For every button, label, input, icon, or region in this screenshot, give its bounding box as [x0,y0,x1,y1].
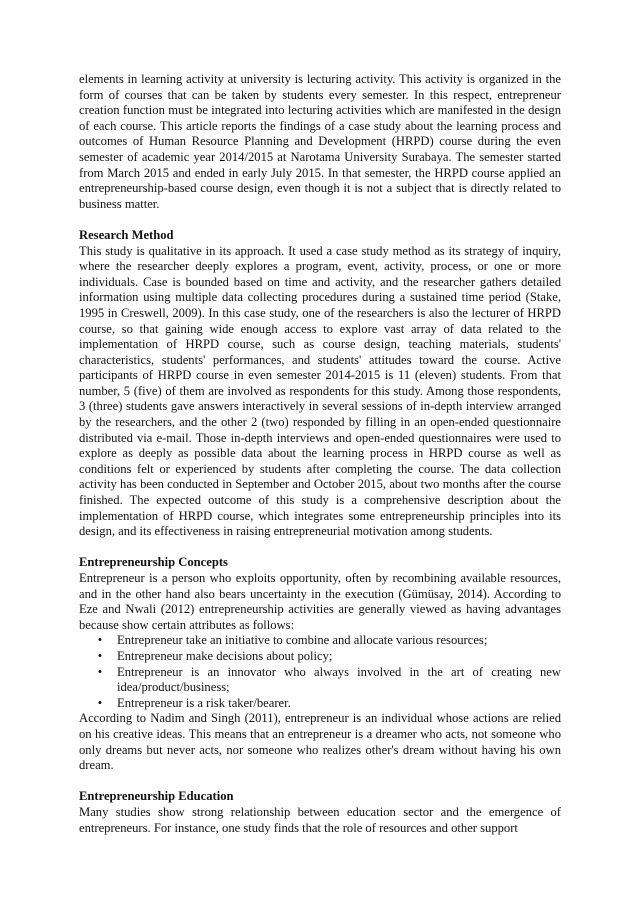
list-item-text: Entrepreneur is a risk taker/bearer. [117,695,291,710]
research-method-heading: Research Method [79,227,174,242]
list-item-text: Entrepreneur make decisions about policy; [117,648,333,663]
bullet-icon: • [97,633,103,648]
bullet-icon: • [97,648,103,663]
bullet-icon: • [97,695,103,710]
entrepreneurship-education-paragraph: Many studies show strong relationship between education sector and the emergence of entrepreneurs. For instance, one study finds that the role of resources and other support [79,804,561,835]
section-gap [79,540,561,556]
entrepreneurship-concepts-paragraph: Entrepreneur is a person who exploits opportunity, often by recombining available resources, and in the other hand also bears uncertainty in the execution (Gümüsay, 2014). According to Eze and Nwali (2012) entrepreneurship activities are generally viewed as having advantages because show certain attributes as follows: [79,571,561,632]
list-item [97,664,561,696]
intro-paragraph: elements in learning activity at university is lecturing activity. This activity is organized in the form of courses that can be taken by students every semester. In this respect, entrepreneur creation function must be integrated into lecturing activities which are manifested in the design of each course. This article reports the findings of a case study about the learning process and outcomes of Human Resource Planning and Development (HRPD) course during the even semester of academic year 2014/2015 at Narotama University Surabaya. The semester started from March 2015 and ended in early July 2015. In that semester, the HRPD course applied an entrepreneurship-based course design, even though it is not a subject that is directly related to business matter. [79,72,561,211]
attributes-list [79,633,561,711]
document-page [79,72,561,836]
entrepreneurship-education-heading: Entrepreneurship Education [79,789,234,804]
list-item-text: Entrepreneur is an innovator who always involved in the art of creating new idea/product/business; [117,664,561,695]
section-gap [79,774,561,790]
bullet-icon: • [97,664,103,679]
list-item [97,648,561,665]
section-gap [79,212,561,228]
list-item-text: Entrepreneur take an initiative to combine and allocate various resources; [117,633,488,648]
list-item [97,695,561,712]
research-method-paragraph: This study is qualitative in its approach. It used a case study method as its strategy of inquiry, where the researcher deeply explores a program, event, activity, process, or one or more individuals. Case is bounded based on time and activity, and the researcher gathers detailed information using multiple data collecting procedures during a sustained time period (Stake, 1995 in Creswell, 2009). In this case study, one of the researchers is also the lecturer of HRPD course, so that gaining wide enough access to explore vast array of data related to the implementation of HRPD course, such as course design, teaching materials, students' characteristics, students' performances, and students' attitudes toward the course. Active participants of HRPD course in even semester 2014-2015 is 11 (eleven) students. From that number, 5 (five) of them are involved as respondents for this study. Among those respondents, 3 (three) students gave answers interactively in several sessions of in-depth interview arranged by the researchers, and the other 2 (two) responded by filling in an open-ended questionnaire distributed via e-mail. Those in-depth interviews and open-ended questionnaires were used to explore as deeply as possible data about the learning process in HRPD course as well as conditions felt or experienced by students after completing the course. The data collection activity has been conducted in September and October 2015, about two months after the course finished. The expected outcome of this study is a comprehensive description about the implementation of HRPD course, which integrates some entrepreneurship principles into its design, and its effectiveness in raising entrepreneurial motivation among students. [79,243,561,539]
entrepreneurship-concepts-paragraph-2: According to Nadim and Singh (2011), entrepreneur is an individual whose actions are relied on his creative ideas. This means that an entrepreneur is a dreamer who acts, not someone who only dreams but never acts, nor someone who realizes other's dream without having his own dream. [79,711,561,773]
entrepreneurship-concepts-heading: Entrepreneurship Concepts [79,555,228,570]
list-item [97,633,561,649]
